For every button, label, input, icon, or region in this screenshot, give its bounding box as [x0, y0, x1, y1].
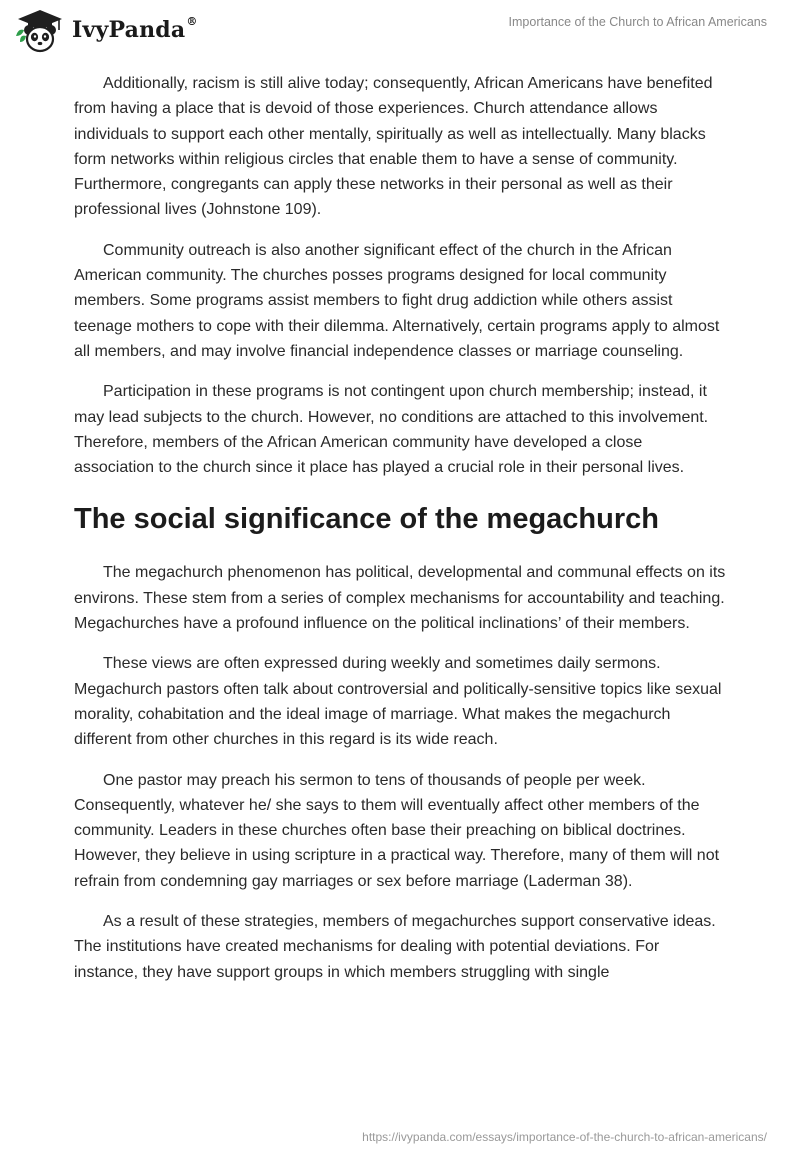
paragraph: These views are often expressed during weekly and sometimes daily sermons. Megachurch pastors often talk about controversial and politically-sensitive topics like sexual morality, cohabitation and the ideal image of marriage. What makes the megachurch different from other churches in this regard is its wide reach. — [74, 655, 722, 749]
paragraph: Participation in these programs is not contingent upon church membership; instead, it may lead subjects to the church. However, no conditions are attached to this involvement. Therefore, members of the African American community have developed a close association to the church since it place has played a crucial role in their personal lives. — [74, 383, 709, 477]
ivypanda-logo-link[interactable] — [14, 6, 198, 54]
registered-mark: ® — [186, 15, 198, 28]
page-title: Importance of the Church to African Americans — [508, 15, 767, 29]
page-header — [0, 0, 800, 60]
section-heading: The social significance of the megachurch — [74, 503, 659, 536]
paragraph: Community outreach is also another significant effect of the church in the African American community. The churches posses programs designed for local community members. Some programs assist members to fight drug addiction while others assist teenage mothers to cope with their dilemma. Alternatively, certain programs apply to almost all members, and may involve financial independence classes or marriage counseling. — [74, 241, 720, 360]
essay-content — [74, 71, 726, 1000]
source-url-link[interactable]: https://ivypanda.com/essays/importance-of-the-church-to-african-americans/ — [362, 1130, 767, 1144]
paragraph: One pastor may preach his sermon to tens of thousands of people per week. Consequently, whatever he/ she says to them will eventually affect other members of the community. Leaders in these churches often base their preaching on biblical doctrines. However, they believe in using scripture in a practical way. Therefore, many of them will not refrain from condemning gay marriages or sex before marriage (Laderman 38). — [74, 771, 720, 890]
logo-wordmark — [72, 17, 198, 43]
panda-graduation-cap-icon — [14, 6, 66, 54]
paragraph: The megachurch phenomenon has political, developmental and communal effects on its environs. These stem from a series of complex mechanisms for accountability and teaching. Megachurches have a profound influence on the political inclinations’ of their members. — [74, 564, 726, 633]
paragraph: As a result of these strategies, members of megachurches support conservative ideas. The institutions have created mechanisms for dealing with potential deviations. For instance, they have support groups in which members struggling with single — [74, 913, 716, 981]
paragraph: Additionally, racism is still alive today; consequently, African Americans have benefited from having a place that is devoid of those experiences. Church attendance allows individuals to support each other mentally, spiritually as well as intellectually. Many blacks form networks within religious circles that enable them to have a sense of community. Furthermore, congregants can apply these networks in their personal as well as their professional lives (Johnstone 109). — [74, 75, 713, 219]
logo-text: IvyPanda — [72, 17, 186, 43]
